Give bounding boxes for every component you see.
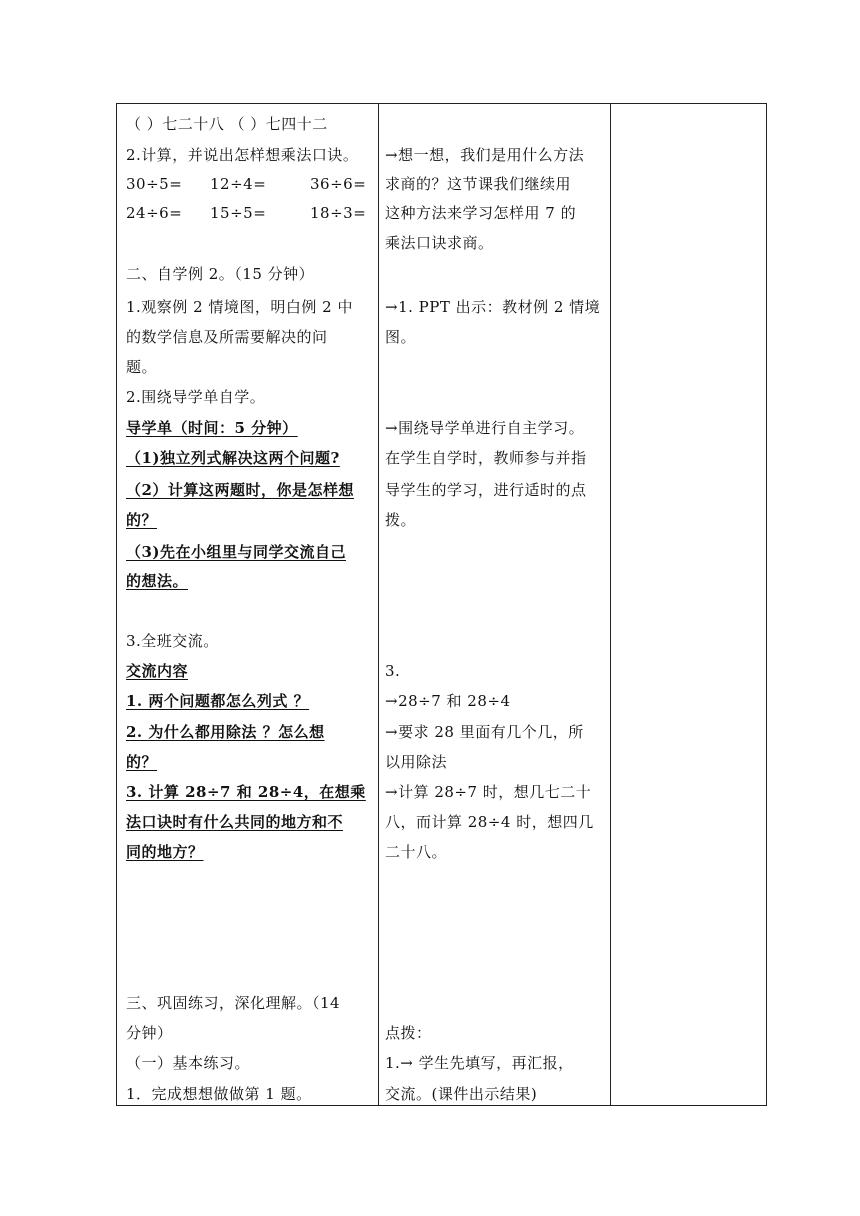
guide-item: 的想法。	[126, 572, 189, 590]
section-2-title: 二、自学例 2。（15 分钟）	[126, 265, 315, 283]
text-line: 1.观察例 2 情境图，明白例 2 中	[126, 298, 353, 316]
text-line: 拨。	[385, 511, 417, 529]
guide-item: （2）计算这两题时，你是怎样想	[126, 481, 354, 499]
text-line: →要求 28 里面有几个几，所	[385, 723, 584, 741]
column-divider-2	[610, 104, 611, 1105]
exchange-item: 2. 为什么都用除法 ？怎么想	[126, 723, 325, 741]
text-line: →围绕导学单进行自主学习。	[385, 419, 585, 437]
text-line: 题。	[126, 358, 158, 376]
calc-item: 24÷6=	[126, 204, 183, 222]
column-divider-1	[378, 104, 379, 1105]
text-line: 以用除法	[385, 753, 448, 771]
teacher-activity-column	[385, 104, 607, 1105]
text-line: 的数学信息及所需要解决的问	[126, 328, 328, 346]
text-line: →28÷7 和 28÷4	[385, 692, 511, 710]
notes-column	[612, 104, 766, 1105]
exchange-item: 3. 计算 28÷7 和 28÷4，在想乘	[126, 783, 366, 801]
student-activity-column	[126, 104, 376, 1105]
text-line: 乘法口诀求商。	[385, 234, 494, 252]
text-line: 3.全班交流。	[126, 632, 219, 650]
exchange-item: 法口诀时有什么共同的地方和不	[126, 813, 344, 831]
text-line: 交流。(课件出示结果)	[385, 1085, 538, 1103]
guide-item: （1)独立列式解决这两个问题?	[126, 449, 340, 467]
text-line: 这种方法来学习怎样用 7 的	[385, 204, 577, 222]
text-line: 点拨：	[385, 1024, 432, 1042]
calc-row-2	[126, 203, 376, 223]
exchange-title: 交流内容	[126, 662, 189, 680]
text-line: 2.围绕导学单自学。	[126, 388, 266, 406]
section-3-title-cont: 分钟）	[126, 1024, 173, 1042]
text-line: 导学生的学习，进行适时的点	[385, 481, 587, 499]
text-line: （一）基本练习。	[126, 1054, 251, 1072]
calc-item: 18÷3=	[310, 204, 367, 222]
text-line: →1. PPT 出示：教材例 2 情境	[385, 298, 601, 316]
calc-item: 30÷5=	[126, 175, 183, 193]
calc-item: 36÷6=	[310, 175, 367, 193]
calc-item: 12÷4=	[210, 175, 267, 193]
exchange-item: 1. 两个问题都怎么列式 ？	[126, 692, 310, 710]
text-line: 在学生自学时，教师参与并指	[385, 449, 587, 467]
lesson-plan-table	[116, 103, 767, 1106]
text-line: 1.→ 学生先填写，再汇报，	[385, 1054, 574, 1072]
section-3-title: 三、巩固练习，深化理解。（14	[126, 994, 341, 1012]
calc-row-1	[126, 174, 376, 194]
text-line: 二十八。	[385, 843, 448, 861]
exchange-item: 同的地方？	[126, 843, 204, 861]
text-line: →想一想，我们是用什么方法	[385, 146, 585, 164]
text-line: 1．完成想想做做第 1 题。	[126, 1085, 312, 1103]
guide-title: 导学单（时间：5 分钟）	[126, 419, 298, 437]
text-line: 八，而计算 28÷4 时，想四几	[385, 813, 594, 831]
guide-item: 的？	[126, 511, 158, 529]
text-line: 3.	[385, 662, 401, 680]
calc-instruction: 2.计算，并说出怎样想乘法口诀。	[126, 146, 359, 164]
exchange-item: 的？	[126, 753, 158, 771]
calc-item: 15÷5=	[210, 204, 267, 222]
text-line: 求商的？这节课我们继续用	[385, 175, 572, 193]
text-line: →计算 28÷7 时，想几七二十	[385, 783, 592, 801]
guide-item: （3)先在小组里与同学交流自己	[126, 543, 347, 561]
fill-blank-line: （ ）七二十八 （ ）七四十二	[126, 115, 328, 133]
text-line: 图。	[385, 328, 417, 346]
